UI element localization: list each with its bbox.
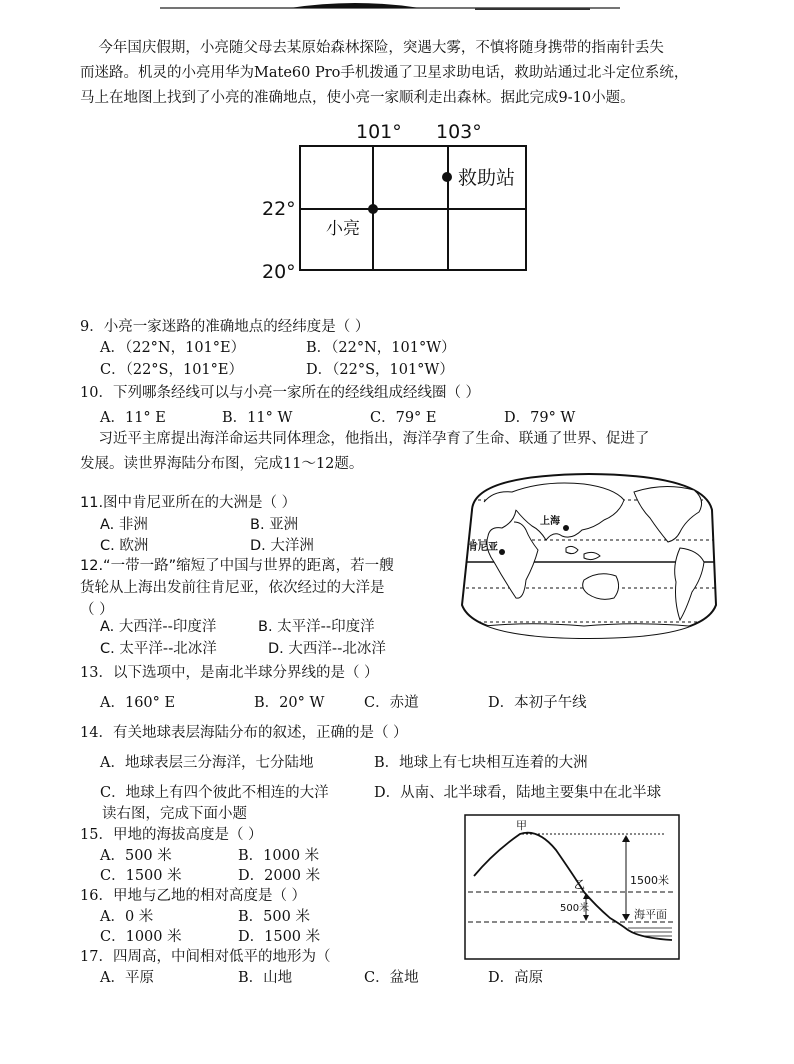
top-header-rule xyxy=(150,0,670,14)
question-stem: 9．小亮一家迷路的准确地点的经纬度是（ ） xyxy=(80,319,370,335)
option-d: D．（22°S，101°W） xyxy=(306,362,454,378)
option-a: A．160° E xyxy=(100,695,176,711)
lat-label-22: 22° xyxy=(262,198,296,220)
option-b: B．1000 米 xyxy=(238,848,320,864)
label-yi: 乙 xyxy=(574,878,585,891)
option-b: B．20° W xyxy=(254,695,325,711)
lon-label-103: 103° xyxy=(436,121,482,143)
option-b: B．11° W xyxy=(222,410,293,426)
question-line: 货轮从上海出发前往肯尼亚，依次经过的大洋是 xyxy=(80,580,385,596)
person-location-dot xyxy=(368,204,378,214)
read-right-instruction: 读右图，完成下面小题 xyxy=(102,806,247,822)
option-c: C．地球上有四个彼此不相连的大洋 xyxy=(100,785,329,801)
option-a: A. 大西洋--印度洋 xyxy=(100,619,217,635)
option-d: D．本初子午线 xyxy=(488,695,587,711)
option-a: A．平原 xyxy=(100,970,154,986)
option-d: D．2000 米 xyxy=(238,868,321,884)
label-500m: 500米 xyxy=(560,903,590,914)
option-b: B．（22°N，101°W） xyxy=(306,340,456,356)
option-c: C．1500 米 xyxy=(100,868,182,884)
lat-lon-grid-map xyxy=(260,118,540,283)
lat-label-20: 20° xyxy=(262,261,296,283)
intro-line: 发展。读世界海陆分布图，完成11～12题。 xyxy=(80,456,364,472)
option-c: C．（22°S，101°E） xyxy=(100,362,243,378)
option-c: C．79° E xyxy=(370,410,437,426)
kenya-dot xyxy=(499,549,505,555)
option-d: D．1500 米 xyxy=(238,929,321,945)
option-b: B. 太平洋--印度洋 xyxy=(258,619,375,635)
question-11-stem: 11.图中肯尼亚所在的大洲是（ ） xyxy=(80,495,297,511)
lon-label-101: 101° xyxy=(356,121,402,143)
question-13-stem: 13．以下选项中，是南北半球分界线的是（ ） xyxy=(80,665,379,681)
question-12-stem xyxy=(80,555,394,621)
question-16-stem: 16．甲地与乙地的相对高度是（ ） xyxy=(80,888,307,904)
question-10-stem: 10．下列哪条经线可以与小亮一家所在的经线组成经线圈（ ） xyxy=(80,385,481,401)
question-17-stem: 17．四周高，中间相对低平的地形为（ xyxy=(80,949,331,965)
option-b: B．500 米 xyxy=(238,909,310,925)
option-d: D．高原 xyxy=(488,970,544,986)
option-a: A．（22°N，101°E） xyxy=(100,340,246,356)
question-line: （ ） xyxy=(80,602,114,618)
option-a: A．500 米 xyxy=(100,848,172,864)
option-d: D．从南、北半球看，陆地主要集中在北半球 xyxy=(374,785,662,801)
intro-line: 今年国庆假期，小亮随父母去某原始森林探险，突遇大雾，不慎将随身携带的指南针丢失 xyxy=(80,40,664,56)
question-line: 12.“一带一路”缩短了中国与世界的距离，若一艘 xyxy=(80,558,394,574)
option-a: A. 非洲 xyxy=(100,517,148,533)
option-c: C．赤道 xyxy=(364,695,419,711)
option-d: D. 大西洋--北冰洋 xyxy=(268,641,386,657)
option-b: B．地球上有七块相互连着的大洲 xyxy=(374,755,588,771)
kenya-label: 肯尼亚 xyxy=(468,542,498,553)
option-c: C. 欧洲 xyxy=(100,538,149,554)
elevation-profile-diagram xyxy=(464,814,686,962)
option-b: B. 亚洲 xyxy=(250,517,299,533)
intro-line: 马上在地图上找到了小亮的准确地点，使小亮一家顺利走出森林。据此完成9-10小题。 xyxy=(80,90,635,106)
person-label: 小亮 xyxy=(326,219,360,239)
question-15-stem: 15．甲地的海拔高度是（ ） xyxy=(80,827,263,843)
station-location-dot xyxy=(442,172,452,182)
label-jia: 甲 xyxy=(516,819,527,832)
option-a: A．11° E xyxy=(100,410,166,426)
intro-passage-1 xyxy=(80,36,740,111)
intro-line: 而迷路。机灵的小亮用华为Mate60 Pro手机拨通了卫星求助电话，救助站通过北斗定位系统， xyxy=(80,65,689,81)
label-1500m: 1500米 xyxy=(630,874,669,887)
label-sea-level: 海平面 xyxy=(634,908,667,921)
option-b: B．山地 xyxy=(238,970,293,986)
station-label: 救助站 xyxy=(458,167,516,189)
option-c: C．盆地 xyxy=(364,970,419,986)
question-14-stem: 14．有关地球表层海陆分布的叙述，正确的是（ ） xyxy=(80,725,408,741)
world-land-sea-map xyxy=(454,470,724,640)
option-d: D．79° W xyxy=(504,410,576,426)
option-a: A．地球表层三分海洋，七分陆地 xyxy=(100,755,314,771)
option-c: C. 太平洋--北冰洋 xyxy=(100,641,217,657)
shanghai-label: 上海 xyxy=(540,516,560,527)
option-c: C．1000 米 xyxy=(100,929,182,945)
intro-line: 习近平主席提出海洋命运共同体理念，他指出，海洋孕育了生命、联通了世界、促进了 xyxy=(80,431,650,447)
shanghai-dot xyxy=(563,525,569,531)
option-a: A．0 米 xyxy=(100,909,154,925)
option-d: D. 大洋洲 xyxy=(250,538,314,554)
question-9 xyxy=(80,315,369,336)
